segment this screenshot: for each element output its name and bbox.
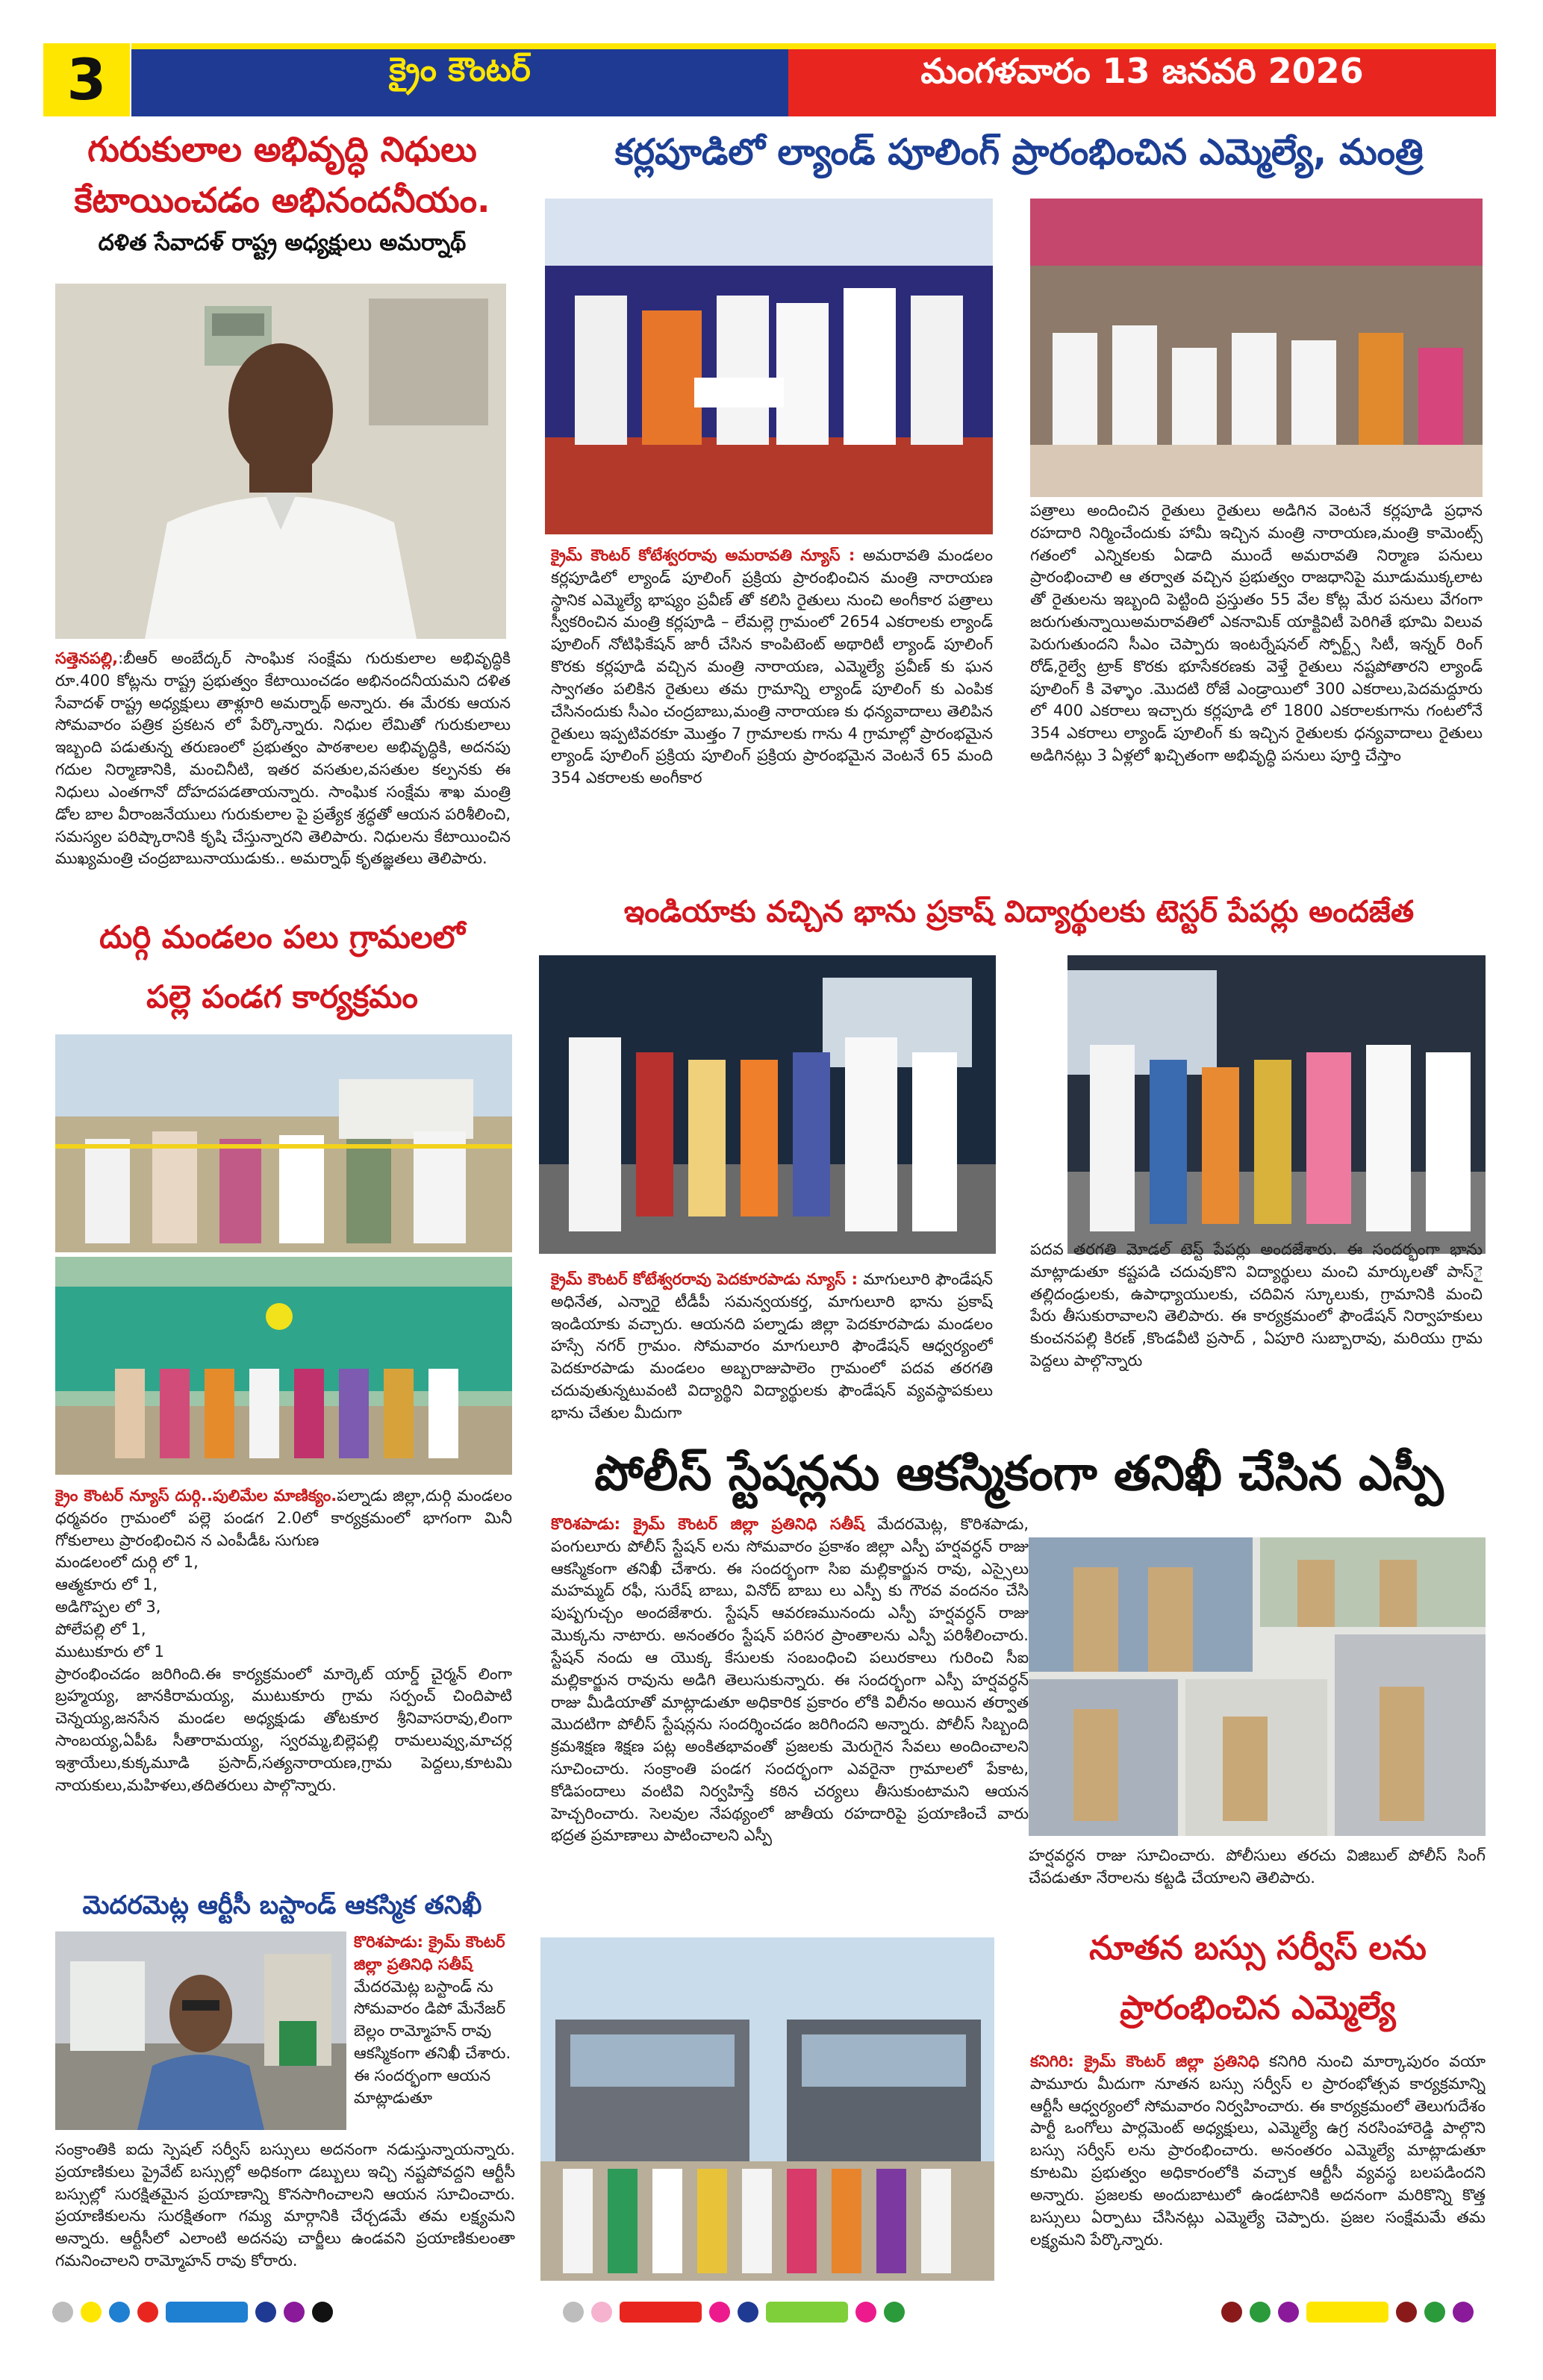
footer-dot [1396, 2302, 1417, 2323]
gurukulam-headline-1: గురుకులాల అభివృద్ధి నిధులు [87, 129, 477, 169]
sp-text: మేదరమెట్ల, కొరిశపాడు, పంగులూరు పోలీస్ స్టేషన్ లను సోమవారం ప్రకాశం జిల్లా ఎస్పీ హర్షవర్ధన్ రాజు ఆకస్మికంగా తనిఖీ చేశారు. ఈ సందర్భంగా సిఐ మల్లికార్జున రావు, ఎస్సైలు మహమ్మద్ రఫీ, సురేష్ బాబు, వినోద్ బాబు లు ఎస్పీ కు గౌరవ వందనం చేసి పుష్పగుచ్చం అందజేశారు. స్టేషన్ ఆవరణమునందు ఎస్పీ హర్షవర్ధన్ రాజు మొక్కను నాటారు. అనంతరం స్టేషన్ పరిసర ప్రాంతాలను ఎస్పీ పరిశీలించారు. స్టేషన్ నందు ఆ యొక్క కేసులకు సంబంధించి పలురకాలు గురించి సీఐ మల్లికార్జున రావును అడిగి తెలుసుకున్నారు. ఈ సందర్భంగా ఎస్పీ హర్షవర్ధన్ రాజు మీడియాతో మాట్లాడుతూ అధికారిక ప్రకారం లోకి విలీనం అయిన తర్వాత మొదటిగా పోలీస్ స్టేషన్లను సందర్శించడం జరిగిందని అన్నారు. పోలీస్ సిబ్బంది క్రమశిక్షణ శిక్షణ పట్ల అంకితభావంతో ప్రజలకు మెరుగైన సేవలు అందించాలని సూచించారు. సంక్రాంతి పండగ సందర్భంగా ఎవరైనా గ్రామాలలో పేకాట, కోడిపందాలు వంటివి నిర్వహిస్తే కఠిన చర్యలు తీసుకుంటామని ఆయన హెచ్చరించారు. సెలవుల నేపథ్యంలో జాతీయ రహదారిపై ప్రయాణించే వారు భద్రత ప్రమాణాలు పాటించాలని ఎస్పీ [551, 1515, 1029, 1845]
busstand-headline: మెదరమెట్ల ఆర్టీసీ బస్టాండ్ ఆకస్మిక తనిఖీ [82, 1890, 482, 1920]
newbus-headline-2: ప్రారంభించిన ఎమ్మెల్యే [1120, 1989, 1396, 2027]
tester-headline: ఇండియాకు వచ్చిన భాను ప్రకాష్ విద్యార్థులకు టెస్టర్ పేపర్లు అందజేత [623, 895, 1415, 929]
masthead-brand: క్రైం కౌంటర్ [389, 51, 531, 89]
gurukulam-text: :బీఆర్ అంబేద్కర్ సాంఘిక సంక్షేమ గురుకులాల అభివృద్ధికి రూ.400 కోట్లను రాష్ట్ర ప్రభుత్వం కేటాయించడం అభినందనీయమని దళిత సేవాదళ్ రాష్ట్ర అధ్యక్షులు తాళ్లూరి అమర్నాథ్ అన్నారు. ఈ మేరకు ఆయన సోమవారం పత్రిక ప్రకటన లో పేర్కొన్నారు. నిధుల లేమితో గురుకులాలు ఇబ్బంది పడుతున్న తరుణంలో ప్రభుత్వం పాఠశాలల అభివృద్ధికి, అదనపు గదుల నిర్మాణానికి, మంచినీటి, ఇతర వసతుల,వసతుల కల్పనకు ఈ నిధులు ఎంతగానో దోహదపడతాయన్నారు. సాంఘిక సంక్షేమ శాఖ మంత్రి డోల బాల వీరాంజనేయులు గురుకులాల పై ప్రత్యేక శ్రద్ధతో ఆయన పరిశీలించి, సమస్యల పరిష్కారానికి కృషి చేస్తున్నారని తెలిపారు. నిధులను కేటాయించిన ముఖ్యమంత్రి చంద్రబాబునాయుడుకు.. అమర్నాథ్ కృతజ్ఞతలు తెలిపారు. [55, 649, 511, 868]
gurukulam-headline-2: కేటాయించడం అభినందనీయం. [74, 180, 490, 220]
sp-body [551, 1514, 1029, 1893]
footer-dot [284, 2302, 305, 2323]
footer-dots-right [1221, 2302, 1474, 2323]
amarnath-photo [55, 284, 506, 639]
gokulam-opening-photo [55, 1257, 512, 1475]
footer-dot [738, 2302, 758, 2323]
newbus-text: కనిగిరి నుంచి మార్కాపురం వయా పామూరు మీదుగా నూతన బస్సు సర్వీస్ ల ప్రారంభోత్సవ కార్యక్రమాన్ని ఆర్టీసీ ఆధ్వర్యంలో సోమవారం నిర్వహించారు. ఈ కార్యక్రమంలో తెలుగుదేశం పార్టీ ఒంగోలు పార్లమెంట్ అధ్యక్షులు, ఎమ్మెల్యే ఉగ్ర నరసింహారెడ్డి పాల్గొని బస్సు సర్వీస్ లను ప్రారంభించారు. అనంతరం ఎమ్మెల్యే మాట్లాడుతూ కూటమి ప్రభుత్వం అధికారంలోకి వచ్చాక ఆర్టీసీ వ్యవస్థ బలపడిందని అన్నారు. ప్రజలకు అందుబాటులో ఉండటానికి అదనంగా మరికొన్ని కొత్త బస్సులు ఏర్పాటు చేసినట్లు ఎమ్మెల్యే చెప్పారు. ప్రజల సంక్షేమమే తమ లక్ష్యమని పేర్కొన్నారు. [1030, 2052, 1486, 2249]
palle-list-item: ముటుకూరు లో 1 [55, 1642, 164, 1661]
footer-pill [620, 2302, 702, 2323]
minister-mla-photo [545, 199, 993, 534]
ribbon-cutting-photo [55, 1034, 512, 1252]
footer-dot [81, 2302, 102, 2323]
sp-dateline: కొరిశపాడు: క్రైమ్ కౌంటర్ జిల్లా ప్రతినిధి సతీష్ [551, 1515, 865, 1533]
farmers-gathering-photo [1030, 199, 1483, 497]
footer-dot [137, 2302, 158, 2323]
palle-headline-1: దుర్గి మండలం పలు గ్రామలలో [99, 919, 465, 955]
gurukulam-body [55, 648, 511, 960]
footer-dots-center [563, 2302, 905, 2323]
tester-col1-text: మాగులూరి ఫౌండేషన్ అధినేత, ఎన్నారై టీడీపీ సమన్వయకర్త, మాగులూరి భాను ప్రకాష్ ఇండియాకు వచ్చారు. ఆయనది పల్నాడు జిల్లా పెదకూరపాడు మండలం హస్సే నగర్ గ్రామం. సోమవారం మాగులూరి ఫౌండేషన్ ఆధ్వర్యంలో పెదకూరపాడు మండలం అబ్బరాజుపాలెం గ్రామంలో పదవ తరగతి చదువుతున్నటువంటి విద్యార్థిని విద్యార్థులకు ఫౌండేషన్ వ్యవస్థాపకులు భాను చేతుల మీదుగా [551, 1270, 993, 1422]
footer-dot [709, 2302, 730, 2323]
footer-pill [166, 2302, 248, 2323]
palle-list-item: మండలంలో దుర్గి లో 1, [55, 1553, 199, 1572]
footer-pill [766, 2302, 848, 2323]
depot-manager-photo [55, 1931, 346, 2130]
newbus-dateline: కనిగిరి: క్రైమ్ కౌంటర్ జిల్లా ప్రతినిధి [1030, 2052, 1259, 2070]
students-photo-1 [539, 955, 996, 1254]
palle-body [55, 1485, 512, 1858]
footer-dot [312, 2302, 333, 2323]
palle-list-item: అడిగొప్పల లో 3, [55, 1598, 161, 1617]
landpooling-col1-text: అమరావతి మండలం కర్లపూడిలో ల్యాండ్ పూలింగ్ ప్రక్రియ ప్రారంభించిన మంత్రి నారాయణ స్థానిక ఎమ్మెల్యే భాష్యం ప్రవీణ్ తో కలిసి రైతులు నుంచి అంగీకార పత్రాలు స్వీకరించిన మంత్రి కర్లపూడి – లేమల్లె గ్రామంలో 2654 ఎకరాలకు ల్యాండ్ పూలింగ్ నోటిఫికేషన్ జారీ చేసిన కాంపిటెంట్ అథారిటీ ల్యాండ్ పూలింగ్ కొరకు కర్లపూడి వచ్చిన మంత్రి నారాయణ, ఎమ్మెల్యే ప్రవీణ్ కు ఘన స్వాగతం పలికిన రైతులు తమ గ్రామాన్ని ల్యాండ్ పూలింగ్ కు ఎంపిక చేసినందుకు సీఎం చంద్రబాబు,మంత్రి నారాయణ కు ధన్యవాదాలు తెలిపిన రైతులు ఇప్పటివరకూ మొత్తం 7 గ్రామాలకు గాను 4 గ్రామాల్లో ప్రారంభమైన ల్యాండ్ పూలింగ్ ప్రక్రియ పూలింగ్ ప్రక్రియ ప్రారంభమైన వెంటనే 65 మంది 354 ఎకరాలకు అంగీకార [551, 546, 993, 787]
landpooling-headline: కర్లపూడిలో ల్యాండ్ పూలింగ్ ప్రారంభించిన ఎమ్మెల్యే, మంత్రి [614, 131, 1424, 173]
sp-caption: హర్షవర్ధన రాజు సూచించారు. పోలీసులు తరచు విజిబుల్ పోలీస్ సింగ్ చేపడుతూ నేరాలను కట్టడి చేయాలని తెలిపారు. [1029, 1846, 1486, 1887]
footer-dot [855, 2302, 876, 2323]
footer-dot [52, 2302, 73, 2323]
tester-dateline: క్రైమ్ కౌంటర్ కోటేశ్వరరావు పెదకూరపాడు న్యూస్ : [551, 1270, 858, 1288]
footer-dot [1424, 2302, 1445, 2323]
footer-dots-left [52, 2302, 333, 2323]
gurukulam-dateline: సత్తెనపల్లి, [55, 649, 119, 667]
landpooling-col2: పత్రాలు అందించిన రైతులు రైతులు అడిగిన వెంటనే కర్లపూడి ప్రధాన రహదారి నిర్మించేందుకు హామీ ఇచ్చిన మంత్రి నారాయణ,మంత్రి కామెంట్స్ గతంలో ఎన్నికలకు ఏడాది ముందే అమరావతి నిర్మాణ పనులు ప్రారంభించాలి ఆ తర్వాత వచ్చిన ప్రభుత్వం రాజధానిపై మూడుముక్కలాట తో రైతులను ఇబ్బంది పెట్టింది ప్రస్తుతం 55 వేల కోట్ల మేర పనులు వేగంగా జరుగుతున్నాయిఅమరావతిలో ఎకనామిక్ యాక్టివిటీ పెరిగితే భూమి విలువ పెరుగుతుందని సీఎం చెప్పారు ఇంటర్నేషనల్ స్పోర్ట్స్ సిటీ, ఇన్నర్ రింగ్ రోడ్,రైల్వే ట్రాక్ కొరకు భూసేకరణకు వెళ్తే రైతులు నష్టపోతారని ల్యాండ్ పూలింగ్ కి వెళ్ళాం .మొదటి రోజే ఎండ్రాయిలో 300 ఎకరాలు,పెదమద్దూరు లో 400 ఎకరాలు ఇచ్చారు కర్లపూడి లో 1800 ఎకరాలకుగాను గంటలోనే 354 ఎకరాలు ల్యాండ్ పూలింగ్ కు ఇచ్చిన రైతులకు ధన్యవాదాలు రైతులు అడిగినట్లు 3 ఏళ్లలో ఖచ్చితంగా అభివృద్ధి పనులు పూర్తి చేస్తాం [1030, 502, 1483, 764]
palle-outro: ప్రారంభించడం జరిగింది.ఈ కార్యక్రమంలో మార్కెట్ యార్డ్ చైర్మన్ లింగా బ్రహ్మయ్య, జానకిరామయ్య, ముటుకూరు గ్రామ సర్పంచ్ చిందిపాటి చెన్నయ్య,జనసేన మండల అధ్యక్షుడు తోటకూర శ్రీనివాసరావు,లింగా సాంబయ్య,ఏపీఓ సీతారామయ్య, స్వరమ్మ,బిల్లెపల్లి రామలువ్వు,మాచర్ల ఇశ్రాయేలు,కుక్కమూడి ప్రసాద్,సత్యనారాయణ,గ్రామ పెద్దలు,కూటమి నాయకులు,మహిళలు,తదితరులు పాల్గొన్నారు. [55, 1664, 512, 1794]
footer-dot [1453, 2302, 1474, 2323]
palle-dateline: క్రైం కౌంటర్ న్యూస్ దుర్గి..పులిమేల మాణిక్యం. [55, 1487, 337, 1505]
footer-dot [255, 2302, 276, 2323]
footer-dot [1221, 2302, 1242, 2323]
sp-collage-photo [1029, 1537, 1486, 1836]
landpooling-col1 [551, 545, 993, 896]
busstand-side-text: మేదరమెట్ల బస్టాండ్ ను సోమవారం డిపో మేనేజర్ బెల్లం రామ్మోహన్ రావు ఆకస్మికంగా తనిఖీ చేశారు. ఈ సందర్భంగా ఆయన మాట్లాడుతూ [354, 1977, 511, 2107]
palle-headline-2: పల్లె పండగ కార్యక్రమం [146, 978, 418, 1015]
newbus-body [1030, 2051, 1486, 2275]
footer-dot [591, 2302, 612, 2323]
palle-list-item: పోలేపల్లి లో 1, [55, 1620, 146, 1638]
students-photo-2 [1067, 955, 1486, 1254]
issue-date: మంగళవారం 13 జనవరి 2026 [920, 51, 1364, 91]
tester-col1 [551, 1269, 993, 1430]
busstand-body: సంక్రాంతికి ఐదు స్పెషల్ సర్వీస్ బస్సులు అదనంగా నడుస్తున్నాయన్నారు. ప్రయాణికులు ప్రైవేట్ బస్సుల్లో అధికంగా డబ్బులు ఇచ్చి నష్టపోవద్దని ఆర్టీసీ బస్సుల్లో సురక్షితమైన ప్రయాణాన్ని కొనసాగించాలని ఆయన సూచించారు. ప్రయాణికులను సురక్షితంగా గమ్య మార్గానికి చేర్చడమే తమ లక్ష్యమని అన్నారు. ఆర్టీసీలో ఎలాంటి అదనపు చార్జీలు ఉండవని ప్రయాణికులంతా గమనించాలని రామ్మోహన్ రావు కోరారు. [55, 2140, 515, 2270]
footer-dot [563, 2302, 584, 2323]
busstand-side [354, 1931, 517, 2134]
busstand-dateline: కొరిశపాడు: క్రైమ్ కౌంటర్ జిల్లా ప్రతినిధి సతీష్ [354, 1933, 505, 1973]
footer-dot [109, 2302, 130, 2323]
bus-launch-photo [540, 1937, 994, 2281]
footer-dot [1278, 2302, 1299, 2323]
gurukulam-subhead: దళిత సేవాదళ్ రాష్ట్ర అధ్యక్షులు అమర్నాథ్ [98, 230, 467, 256]
footer-pill [1306, 2302, 1388, 2323]
footer-dot [1250, 2302, 1271, 2323]
tester-col2: పదవ తరగతి మోడల్ టెస్ట్ పేపర్లు అందజేశారు. ఈ సందర్భంగా భాను మాట్లాడుతూ కష్టపడి చదువుకొని విద్యార్థులు మంచి మార్కులతో పాస్ై తల్లిదండ్రులకు, ఉపాధ్యాయులకు, చదివిన స్కూలుకు, గ్రామానికి మంచి పేరు తీసుకురావాలని తెలిపారు. ఈ కార్యక్రమంలో ఫౌండేషన్ నిర్వాహకులు కుంచనపల్లి కిరణ్ ,కొండవీటి ప్రసాద్ , ఏపూరి సుబ్బారావు, మరియు గ్రామ పెద్దలు పాల్గొన్నారు [1030, 1240, 1483, 1370]
palle-intro: పల్నాడు జిల్లా,దుర్గి మండలం ధర్మవరం గ్రామంలో పల్లె పండగ 2.0లో కార్యక్రమంలో భాగంగా మినీ గోకులాలు ప్రారంభించిన న ఎంపీడీఓ సుగుణ [55, 1487, 512, 1549]
page-number: 3 [43, 43, 130, 116]
palle-list-item: ఆత్మకూరు లో 1, [55, 1575, 158, 1594]
sp-headline: పోలీస్ స్టేషన్లను ఆకస్మికంగా తనిఖీ చేసిన ఎస్పీ [594, 1446, 1444, 1502]
newbus-headline-1: నూతన బస్సు సర్వీస్ లను [1089, 1929, 1427, 1967]
landpooling-dateline: క్రైమ్ కౌంటర్ కోటేశ్వరరావు అమరావతి న్యూస్ : [551, 546, 855, 564]
footer-dot [884, 2302, 905, 2323]
